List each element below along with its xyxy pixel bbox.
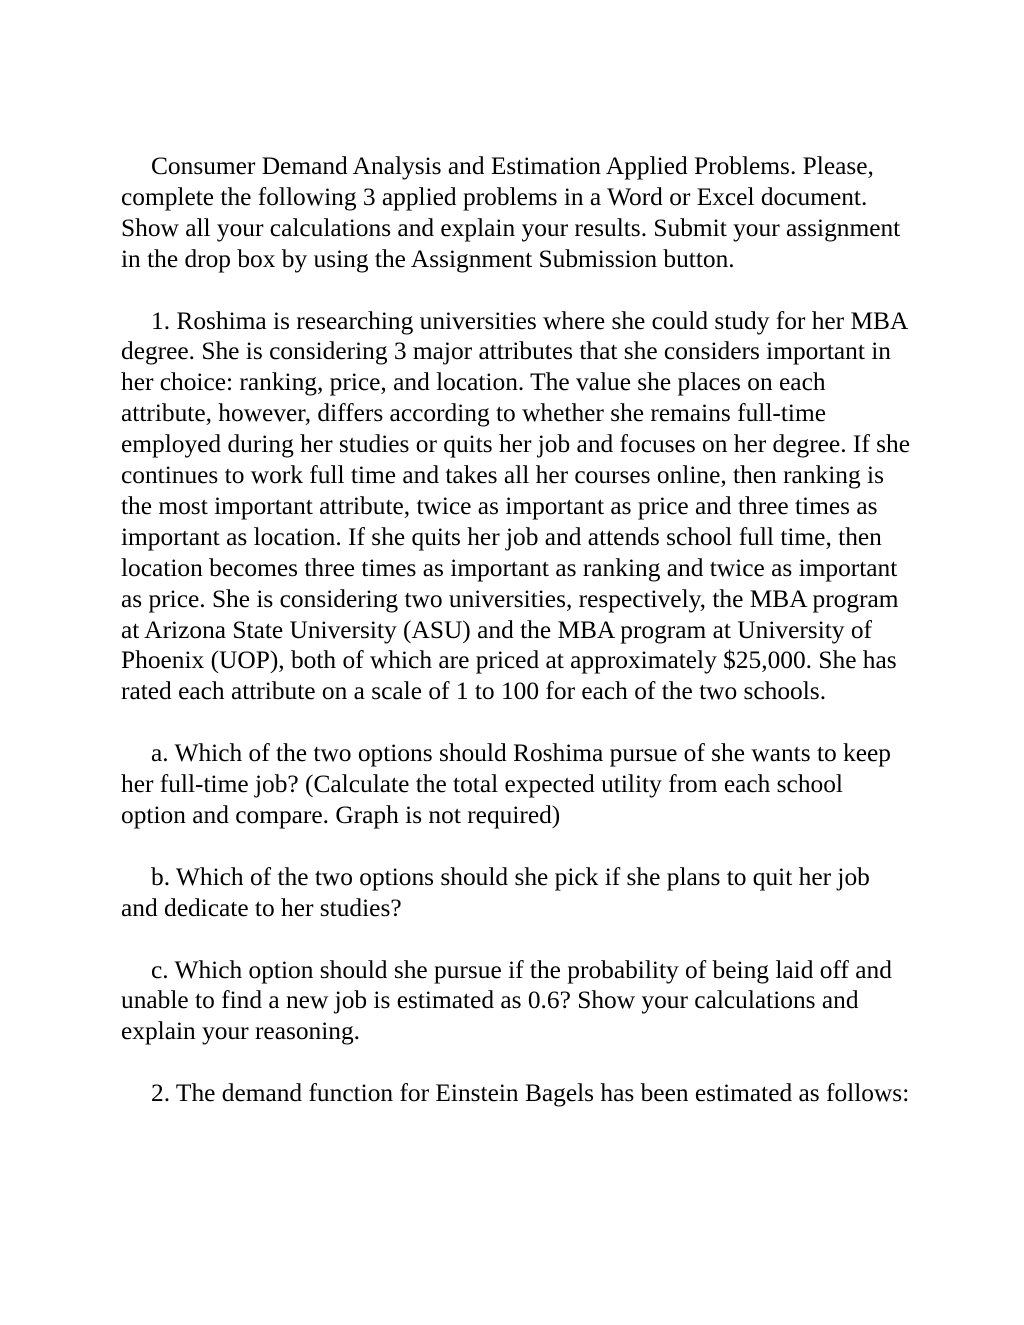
problem-2-paragraph: 2. The demand function for Einstein Bagels has been estimated as follows: (151, 1079, 910, 1108)
problem-1-paragraph: 1. Roshima is researching universities where she could study for her MBA degree. She is considering 3 major attributes that she considers important in her choice: ranking, price, and location. The value she places on each attribute, however, differs according to whether she remains full-time employed during her studies or quits her job and focuses on her degree. If she continues to work full time and takes all her courses online, then ranking is the most important attribute, twice as important as price and three times as important as location. If she quits her job and attends school full time, then location becomes three times as important as ranking and twice as important as price. She is considering two universities, respectively, the MBA program at Arizona State University (ASU) and the MBA program at University of Phoenix (UOP), both of which are priced at approximately $25,000. She has rated each attribute on a scale of 1 to 100 for each of the two schools. (121, 306, 911, 706)
problem-1c-paragraph: c. Which option should she pursue if the probability of being laid off and unable to find a new job is estimated as 0.6? Show your calculations and explain your reasoning. (121, 955, 892, 1046)
intro-paragraph: Consumer Demand Analysis and Estimation Applied Problems. Please, complete the following 3 applied problems in a Word or Excel document. Show all your calculations and explain your results. Submit your assignment in the drop box by using the Assignment Submission button. (121, 152, 901, 273)
problem-1b-paragraph: b. Which of the two options should she pick if she plans to quit her job and dedicate to her studies? (121, 862, 870, 922)
problem-1a-paragraph: a. Which of the two options should Roshima pursue of she wants to keep her full-time job? (Calculate the total expected utility from each school option and compare. Graph is not required) (121, 739, 891, 829)
document-body (121, 151, 911, 1140)
